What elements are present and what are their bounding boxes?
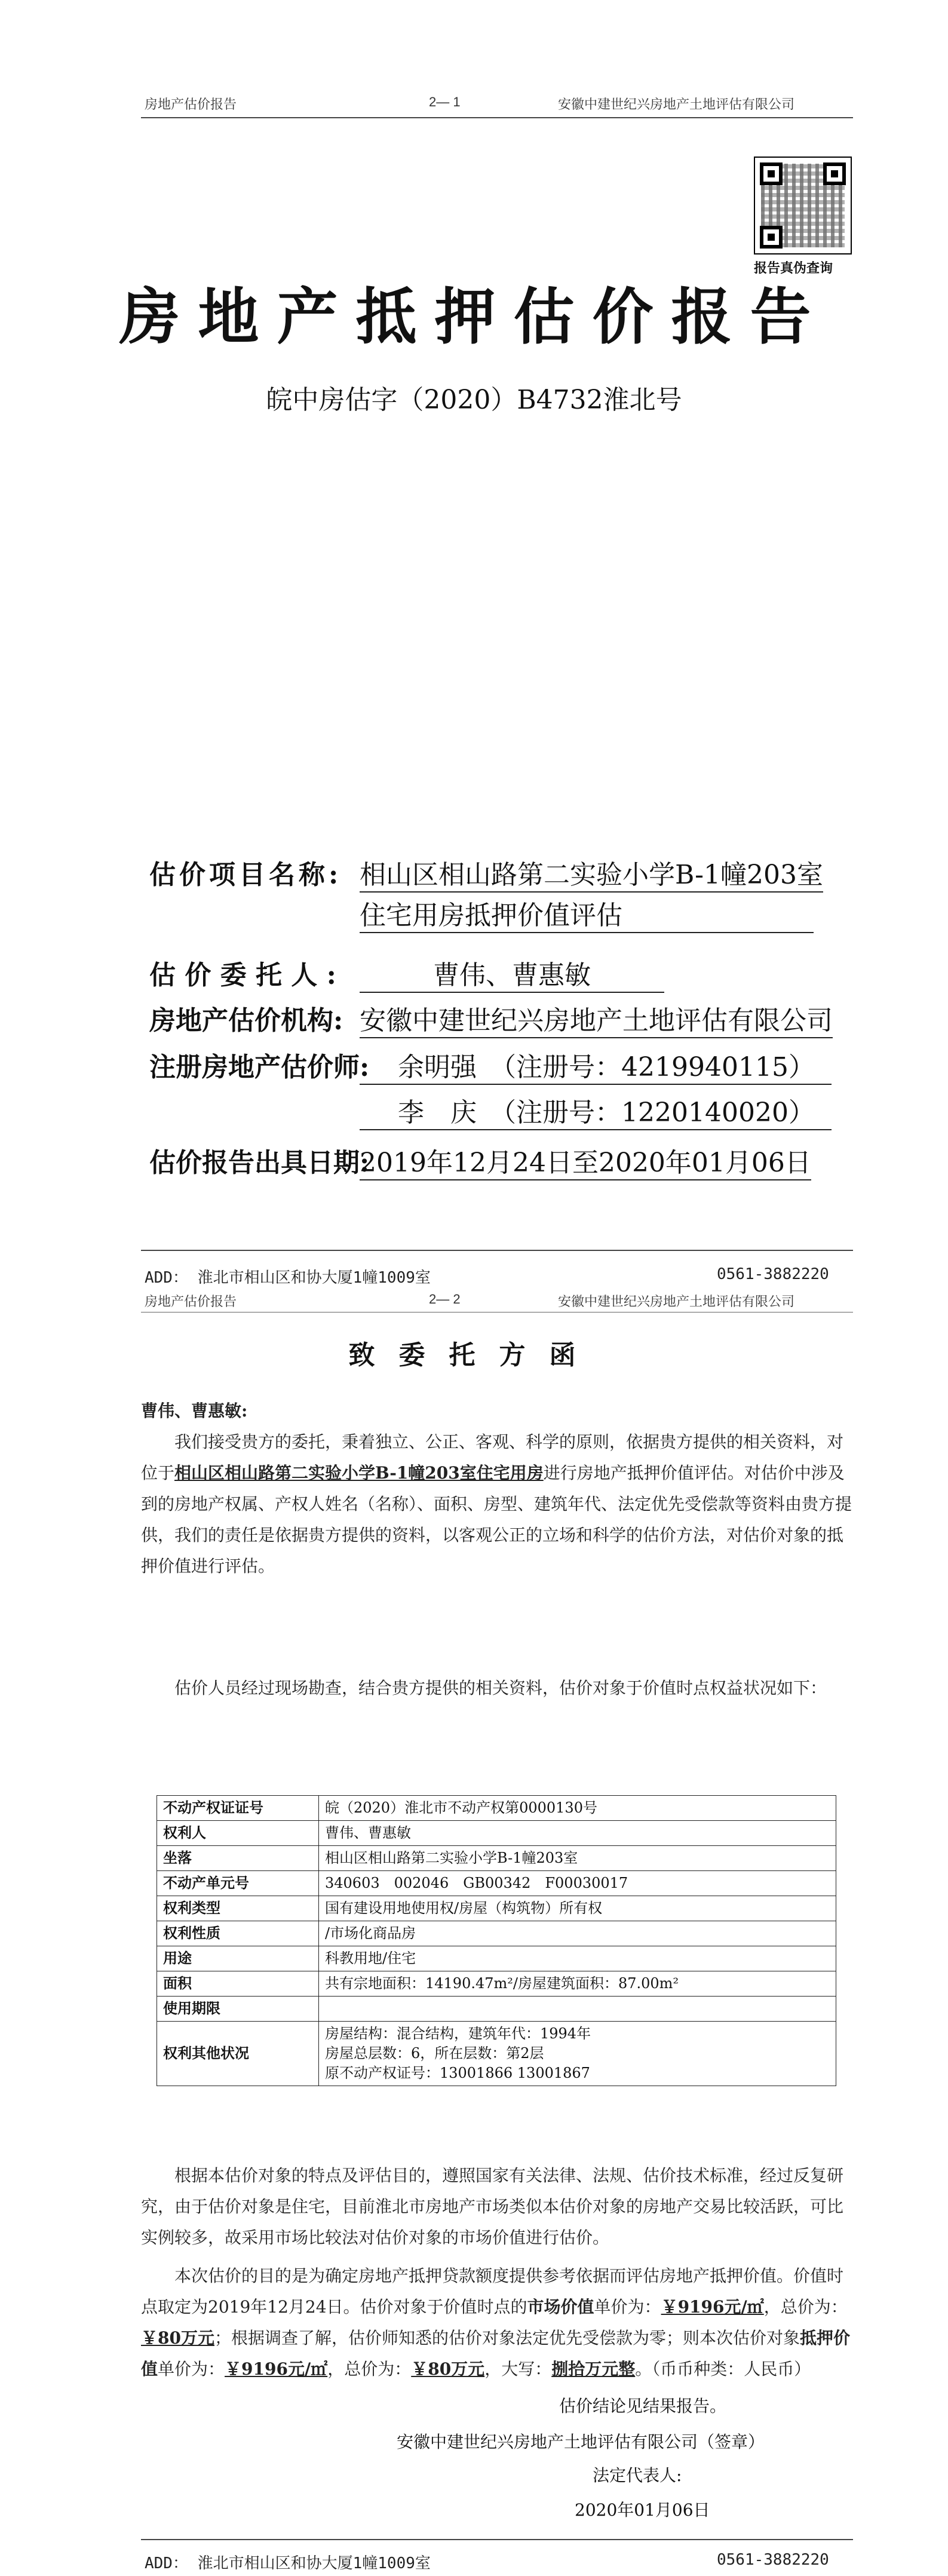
table-row xyxy=(157,1846,836,1871)
appraiser-1-value: 余明强 （注册号：4219940115） xyxy=(360,1045,832,1085)
closing-note: 估价结论见结果报告。 xyxy=(559,2396,727,2416)
table-value: 曹伟、曹惠敏 xyxy=(319,1821,836,1846)
page1-footer-rule xyxy=(141,1250,853,1251)
page1-footer-phone: 0561-3882220 xyxy=(717,1265,829,1283)
para1-text-a: 我们接受贵方的委托，秉着独立、公正、客观、科学的原则，依据贵方提供的相关资料，对位于 xyxy=(141,1432,844,1483)
page2-header-page-number: 2— 2 xyxy=(429,1292,461,1307)
other-line: 房屋结构：混合结构，建筑年代：1994年 xyxy=(325,2025,591,2042)
salutation-text: 曹伟、曹惠敏: xyxy=(141,1401,248,1421)
qr-finder-top-left xyxy=(760,162,783,185)
table-key: 不动产权证证号 xyxy=(157,1796,319,1821)
table-value xyxy=(319,1997,836,2022)
table-row xyxy=(157,1971,836,1997)
table-row xyxy=(157,1896,836,1921)
table-key: 用途 xyxy=(157,1946,319,1971)
para4-text-o: 。（币币种类：人民币） xyxy=(635,2359,811,2379)
agency-label: 房地产估价机构: xyxy=(149,1005,343,1036)
page2-footer-address: ADD： 淮北市相山区和协大厦1幢1009室 xyxy=(145,2554,431,2572)
paragraph-2 xyxy=(141,1673,852,1704)
para1-text-c: 进行房地产抵押价值评估。对估价中涉及到的房地产权属、产权人姓名（名称）、面积、房型、建筑年代、法定优先受偿款等资料由贵方提供，我们的责任是依据贵方提供的资料，以客观公正的立场和科学的估价方法，对估价对象的抵押价值进行评估。 xyxy=(141,1463,852,1576)
agency-line xyxy=(360,999,833,1038)
qr-caption: 报告真伪查询 xyxy=(754,260,833,275)
table-key: 权利人 xyxy=(157,1821,319,1846)
legal-representative: 法定代表人: xyxy=(593,2465,682,2485)
company-signature: 安徽中建世纪兴房地产土地评估有限公司（签章） xyxy=(397,2432,765,2452)
table-key: 权利类型 xyxy=(157,1896,319,1921)
page1-footer-address: ADD： 淮北市相山区和协大厦1幢1009室 xyxy=(145,1269,431,1287)
page2-header-left: 房地产估价报告 xyxy=(145,1294,237,1309)
letter-salutation xyxy=(141,1396,852,1427)
market-unit-price: ￥9196元/㎡ xyxy=(661,2297,764,2317)
amount-in-words: 捌拾万元整 xyxy=(551,2359,636,2379)
qr-code-icon[interactable] xyxy=(754,157,852,254)
table-key: 坐落 xyxy=(157,1846,319,1871)
table-key: 权利性质 xyxy=(157,1921,319,1946)
para4-text-e: ，总价为： xyxy=(763,2297,848,2317)
table-row xyxy=(157,1921,836,1946)
project-name-label: 估价项目名称: xyxy=(149,860,342,890)
table-row xyxy=(157,1796,836,1821)
table-key: 使用期限 xyxy=(157,1997,319,2022)
table-row xyxy=(157,1871,836,1896)
table-key: 面积 xyxy=(157,1971,319,1997)
page1-header-rule xyxy=(141,117,853,118)
appraiser-label: 注册房地产估价师: xyxy=(149,1052,370,1082)
mortgage-value-label: 抵押价值 xyxy=(141,2328,850,2379)
para3-text: 根据本估价对象的特点及评估目的，遵照国家有关法律、法规、估价技术标准，经过反复研究，由于估价对象是住宅，目前淮北市房地产市场类似本估价对象的房地产交易比较活跃，可比实例较多，故采用市场比较法对估价对象的市场价值进行估价。 xyxy=(141,2166,844,2247)
page2-footer-rule xyxy=(141,2539,853,2540)
page1-header-right: 安徽中建世纪兴房地产土地评估有限公司 xyxy=(558,97,795,112)
para1-property: 相山区相山路第二实验小学B-1幢203室住宅用房 xyxy=(174,1463,544,1483)
report-date-value: 2019年12月24日至2020年01月06日 xyxy=(360,1141,811,1180)
table-value-other xyxy=(319,2022,836,2086)
table-value: 国有建设用地使用权/房屋（构筑物）所有权 xyxy=(319,1896,836,1921)
table-value: /市场化商品房 xyxy=(319,1921,836,1946)
client-label: 估 价 委 托 人 : xyxy=(149,960,336,990)
report-date-line xyxy=(360,1141,811,1180)
page2-header-right: 安徽中建世纪兴房地产土地评估有限公司 xyxy=(558,1294,795,1309)
agency-value: 安徽中建世纪兴房地产土地评估有限公司 xyxy=(360,999,833,1038)
page1-header-page-number: 2— 1 xyxy=(429,94,461,109)
table-key: 权利其他状况 xyxy=(157,2022,319,2086)
paragraph-4 xyxy=(141,2261,852,2385)
table-value: 皖（2020）淮北市不动产权第0000130号 xyxy=(319,1796,836,1821)
paragraph-3 xyxy=(141,2160,852,2253)
market-total-price: ￥80万元 xyxy=(141,2328,214,2348)
project-name-line1 xyxy=(360,853,823,893)
table-value: 共有宗地面积：14190.47m²/房屋建筑面积：87.00m² xyxy=(319,1971,836,1997)
mortgage-total-price: ￥80万元 xyxy=(411,2359,485,2379)
para4-text-c: 单价为： xyxy=(594,2297,661,2317)
client-line xyxy=(360,953,664,993)
client-value: 曹伟、曹惠敏 xyxy=(360,953,664,993)
para4-text-k: ，总价为： xyxy=(327,2359,412,2379)
project-name-value-1: 相山区相山路第二实验小学B-1幢203室 xyxy=(360,853,823,893)
table-value: 相山区相山路第二实验小学B-1幢203室 xyxy=(319,1846,836,1871)
report-title: 房地产抵押估价报告 xyxy=(119,281,829,353)
table-row xyxy=(157,1821,836,1846)
table-value: 科教用地/住宅 xyxy=(319,1946,836,1971)
table-value: 340603 002046 GB00342 F00030017 xyxy=(319,1871,836,1896)
paragraph-1 xyxy=(141,1427,852,1582)
appraiser-line-1 xyxy=(360,1045,832,1085)
para4-text-a: 本次估价的目的是为确定房地产抵押贷款额度提供参考依据而评估房地产抵押价值。价值时点取定为2019年12月24日。估价对象于价值时点的 xyxy=(141,2266,844,2317)
project-name-line2 xyxy=(360,894,814,933)
table-key: 不动产单元号 xyxy=(157,1871,319,1896)
qr-finder-bottom-left xyxy=(760,226,783,249)
letter-title: 致委托方函 xyxy=(348,1340,600,1370)
other-line: 原不动产权证号：13001866 13001867 xyxy=(325,2065,590,2081)
rights-status-table xyxy=(157,1795,836,2086)
report-number: 皖中房估字（2020）B4732淮北号 xyxy=(266,385,682,415)
qr-finder-top-right xyxy=(823,162,846,185)
para4-text-i: 单价为： xyxy=(158,2359,225,2379)
para2-text: 估价人员经过现场勘查，结合贵方提供的相关资料，估价对象于价值时点权益状况如下： xyxy=(174,1678,827,1698)
project-name-value-2: 住宅用房抵押价值评估 xyxy=(360,894,814,933)
page2-footer-phone: 0561-3882220 xyxy=(717,2551,829,2569)
mortgage-unit-price: ￥9196元/㎡ xyxy=(225,2359,328,2379)
table-row xyxy=(157,1946,836,1971)
appraiser-line-2 xyxy=(360,1091,832,1130)
report-date-label: 估价报告出具日期: xyxy=(149,1148,370,1178)
market-value-label: 市场价值 xyxy=(527,2297,594,2317)
letter-date: 2020年01月06日 xyxy=(575,2500,710,2520)
table-row-other-status xyxy=(157,2022,836,2086)
appraiser-2-value: 李 庆 （注册号：1220140020） xyxy=(360,1091,832,1130)
para4-text-m: ，大写： xyxy=(484,2359,552,2379)
page1-header-left: 房地产估价报告 xyxy=(145,97,237,112)
table-row xyxy=(157,1997,836,2022)
other-line: 房屋总层数：6，所在层数：第2层 xyxy=(325,2045,544,2062)
para4-text-g: ；根据调查了解，估价师知悉的估价对象法定优先受偿款为零；则本次估价对象 xyxy=(214,2328,800,2348)
